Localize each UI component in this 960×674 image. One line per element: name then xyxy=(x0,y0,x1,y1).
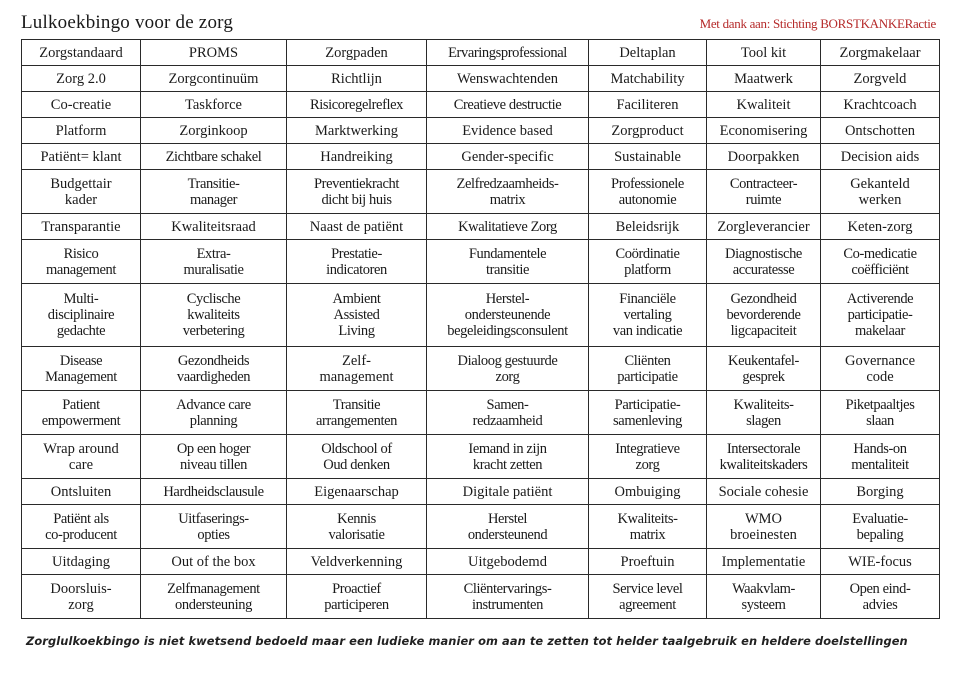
grid-row xyxy=(22,66,940,92)
bingo-cell: Hardheidsclausule xyxy=(141,479,287,505)
grid-row xyxy=(22,505,940,549)
bingo-cell: Zorgleverancier xyxy=(707,214,821,240)
bingo-cell: Naast de patiënt xyxy=(287,214,427,240)
bingo-cell: Waakvlam- systeem xyxy=(707,575,821,619)
bingo-cell: Transitie- manager xyxy=(141,170,287,214)
bingo-cell: Professionele autonomie xyxy=(589,170,707,214)
bingo-cell: Oldschool of Oud denken xyxy=(287,435,427,479)
bingo-cell: Uitfaserings- opties xyxy=(141,505,287,549)
bingo-cell: Kwaliteits- slagen xyxy=(707,391,821,435)
bingo-cell: Cliënten participatie xyxy=(589,347,707,391)
bingo-cell: Ontschotten xyxy=(821,118,940,144)
bingo-cell: Zelfredzaamheids- matrix xyxy=(427,170,589,214)
bingo-cell: Zorgpaden xyxy=(287,40,427,66)
bingo-cell: Deltaplan xyxy=(589,40,707,66)
bingo-cell: Creatieve destructie xyxy=(427,92,589,118)
bingo-cell: Iemand in zijn kracht zetten xyxy=(427,435,589,479)
bingo-cell: Contracteer- ruimte xyxy=(707,170,821,214)
bingo-cell: Uitdaging xyxy=(22,549,141,575)
bingo-cell: PROMS xyxy=(141,40,287,66)
bingo-cell: Doorsluis- zorg xyxy=(22,575,141,619)
bingo-cell: Open eind- advies xyxy=(821,575,940,619)
bingo-cell: Proeftuin xyxy=(589,549,707,575)
bingo-cell: Zorginkoop xyxy=(141,118,287,144)
bingo-cell: Uitgebodemd xyxy=(427,549,589,575)
bingo-cell: Kwalitatieve Zorg xyxy=(427,214,589,240)
bingo-cell: Budgettair kader xyxy=(22,170,141,214)
bingo-cell: Wrap around care xyxy=(22,435,141,479)
bingo-cell: Op een hoger niveau tillen xyxy=(141,435,287,479)
grid-row xyxy=(22,40,940,66)
bingo-cell: Gender-specific xyxy=(427,144,589,170)
bingo-cell: Marktwerking xyxy=(287,118,427,144)
bingo-cell: Veldverkenning xyxy=(287,549,427,575)
bingo-cell: Preventiekracht dicht bij huis xyxy=(287,170,427,214)
bingo-cell: Faciliteren xyxy=(589,92,707,118)
bingo-cell: Financiële vertaling van indicatie xyxy=(589,284,707,347)
bingo-cell: Krachtcoach xyxy=(821,92,940,118)
bingo-cell: Zorgmakelaar xyxy=(821,40,940,66)
grid-row xyxy=(22,391,940,435)
bingo-cell: Diagnostische accuratesse xyxy=(707,240,821,284)
bingo-cell: Evaluatie- bepaling xyxy=(821,505,940,549)
bingo-cell: Beleidsrijk xyxy=(589,214,707,240)
bingo-cell: Wenswachtenden xyxy=(427,66,589,92)
bingo-cell: Keukentafel- gesprek xyxy=(707,347,821,391)
bingo-cell: Transitie arrangementen xyxy=(287,391,427,435)
bingo-cell: Kwaliteitsraad xyxy=(141,214,287,240)
bingo-cell: Zorgstandaard xyxy=(22,40,141,66)
bingo-cell: Taskforce xyxy=(141,92,287,118)
bingo-cell: Integratieve zorg xyxy=(589,435,707,479)
bingo-cell: Service level agreement xyxy=(589,575,707,619)
grid-row xyxy=(22,118,940,144)
bingo-cell: Digitale patiënt xyxy=(427,479,589,505)
bingo-cell: Decision aids xyxy=(821,144,940,170)
bingo-cell: Risico management xyxy=(22,240,141,284)
bingo-cell: Ontsluiten xyxy=(22,479,141,505)
bingo-cell: Samen- redzaamheid xyxy=(427,391,589,435)
bingo-cell: Herstel ondersteunend xyxy=(427,505,589,549)
bingo-cell: Richtlijn xyxy=(287,66,427,92)
grid-row xyxy=(22,92,940,118)
bingo-cell: Zorgveld xyxy=(821,66,940,92)
bingo-cell: Maatwerk xyxy=(707,66,821,92)
bingo-cell: Matchability xyxy=(589,66,707,92)
grid-row xyxy=(22,170,940,214)
bingo-cell: Risicoregelreflex xyxy=(287,92,427,118)
bingo-cell: Implementatie xyxy=(707,549,821,575)
bingo-cell: Governance code xyxy=(821,347,940,391)
bingo-cell: Gekanteld werken xyxy=(821,170,940,214)
bingo-cell: Coördinatie platform xyxy=(589,240,707,284)
bingo-cell: Ervaringsprofessional xyxy=(427,40,589,66)
bingo-cell: Handreiking xyxy=(287,144,427,170)
page-title: Lulkoekbingo voor de zorg xyxy=(21,12,234,33)
bingo-cell: Co-creatie xyxy=(22,92,141,118)
bingo-cell: Hands-on mentaliteit xyxy=(821,435,940,479)
grid-row xyxy=(22,435,940,479)
bingo-cell: Transparantie xyxy=(22,214,141,240)
bingo-cell: Kwaliteit xyxy=(707,92,821,118)
bingo-cell: Advance care planning xyxy=(141,391,287,435)
bingo-cell: Zelf- management xyxy=(287,347,427,391)
grid-row xyxy=(22,347,940,391)
grid-row xyxy=(22,284,940,347)
bingo-cell: Zelfmanagement ondersteuning xyxy=(141,575,287,619)
bingo-cell: Fundamentele transitie xyxy=(427,240,589,284)
bingo-cell: Out of the box xyxy=(141,549,287,575)
bingo-cell: Extra- muralisatie xyxy=(141,240,287,284)
bingo-cell: Tool kit xyxy=(707,40,821,66)
bingo-cell: Patiënt als co-producent xyxy=(22,505,141,549)
bingo-cell: Multi- disciplinaire gedachte xyxy=(22,284,141,347)
bingo-cell: Co-medicatie coëfficiënt xyxy=(821,240,940,284)
bingo-cell: Proactief participeren xyxy=(287,575,427,619)
bingo-cell: Platform xyxy=(22,118,141,144)
grid-row xyxy=(22,549,940,575)
grid-row xyxy=(22,240,940,284)
bingo-cell: Economisering xyxy=(707,118,821,144)
bingo-cell: Intersectorale kwaliteitskaders xyxy=(707,435,821,479)
bingo-cell: Borging xyxy=(821,479,940,505)
bingo-cell: Activerende participatie- makelaar xyxy=(821,284,940,347)
bingo-cell: WMO broeinesten xyxy=(707,505,821,549)
bingo-cell: Sustainable xyxy=(589,144,707,170)
bingo-cell: Patiënt= klant xyxy=(22,144,141,170)
footer-note: Zorglulkoekbingo is niet kwetsend bedoeld maar een ludieke manier om aan te zetten tot helder taalgebruik en heldere doelstellingen xyxy=(26,634,908,648)
bingo-cell: Piketpaaltjes slaan xyxy=(821,391,940,435)
bingo-cell: Keten-zorg xyxy=(821,214,940,240)
bingo-cell: Eigenaarschap xyxy=(287,479,427,505)
bingo-cell: Kennis valorisatie xyxy=(287,505,427,549)
grid-row xyxy=(22,214,940,240)
bingo-cell: Participatie- samenleving xyxy=(589,391,707,435)
bingo-cell: Kwaliteits- matrix xyxy=(589,505,707,549)
bingo-cell: Patient empowerment xyxy=(22,391,141,435)
bingo-cell: Disease Management xyxy=(22,347,141,391)
grid-row xyxy=(22,575,940,619)
bingo-cell: Evidence based xyxy=(427,118,589,144)
bingo-cell: Dialoog gestuurde zorg xyxy=(427,347,589,391)
bingo-cell: Zorgproduct xyxy=(589,118,707,144)
bingo-cell: Gezondheids vaardigheden xyxy=(141,347,287,391)
bingo-cell: Prestatie- indicatoren xyxy=(287,240,427,284)
grid-row xyxy=(22,144,940,170)
bingo-cell: Doorpakken xyxy=(707,144,821,170)
bingo-cell: Zorg 2.0 xyxy=(22,66,141,92)
grid-row xyxy=(22,479,940,505)
bingo-grid xyxy=(21,39,940,619)
bingo-cell: Cliëntervarings- instrumenten xyxy=(427,575,589,619)
bingo-cell: Zorgcontinuüm xyxy=(141,66,287,92)
bingo-cell: Ambient Assisted Living xyxy=(287,284,427,347)
bingo-cell: Gezondheid bevorderende ligcapaciteit xyxy=(707,284,821,347)
bingo-cell: Herstel- ondersteunende begeleidingsconsulent xyxy=(427,284,589,347)
bingo-cell: Ombuiging xyxy=(589,479,707,505)
bingo-cell: Zichtbare schakel xyxy=(141,144,287,170)
bingo-cell: WIE-focus xyxy=(821,549,940,575)
bingo-cell: Cyclische kwaliteits verbetering xyxy=(141,284,287,347)
bingo-cell: Sociale cohesie xyxy=(707,479,821,505)
credit-note: Met dank aan: Stichting BORSTKANKERactie xyxy=(699,16,936,31)
